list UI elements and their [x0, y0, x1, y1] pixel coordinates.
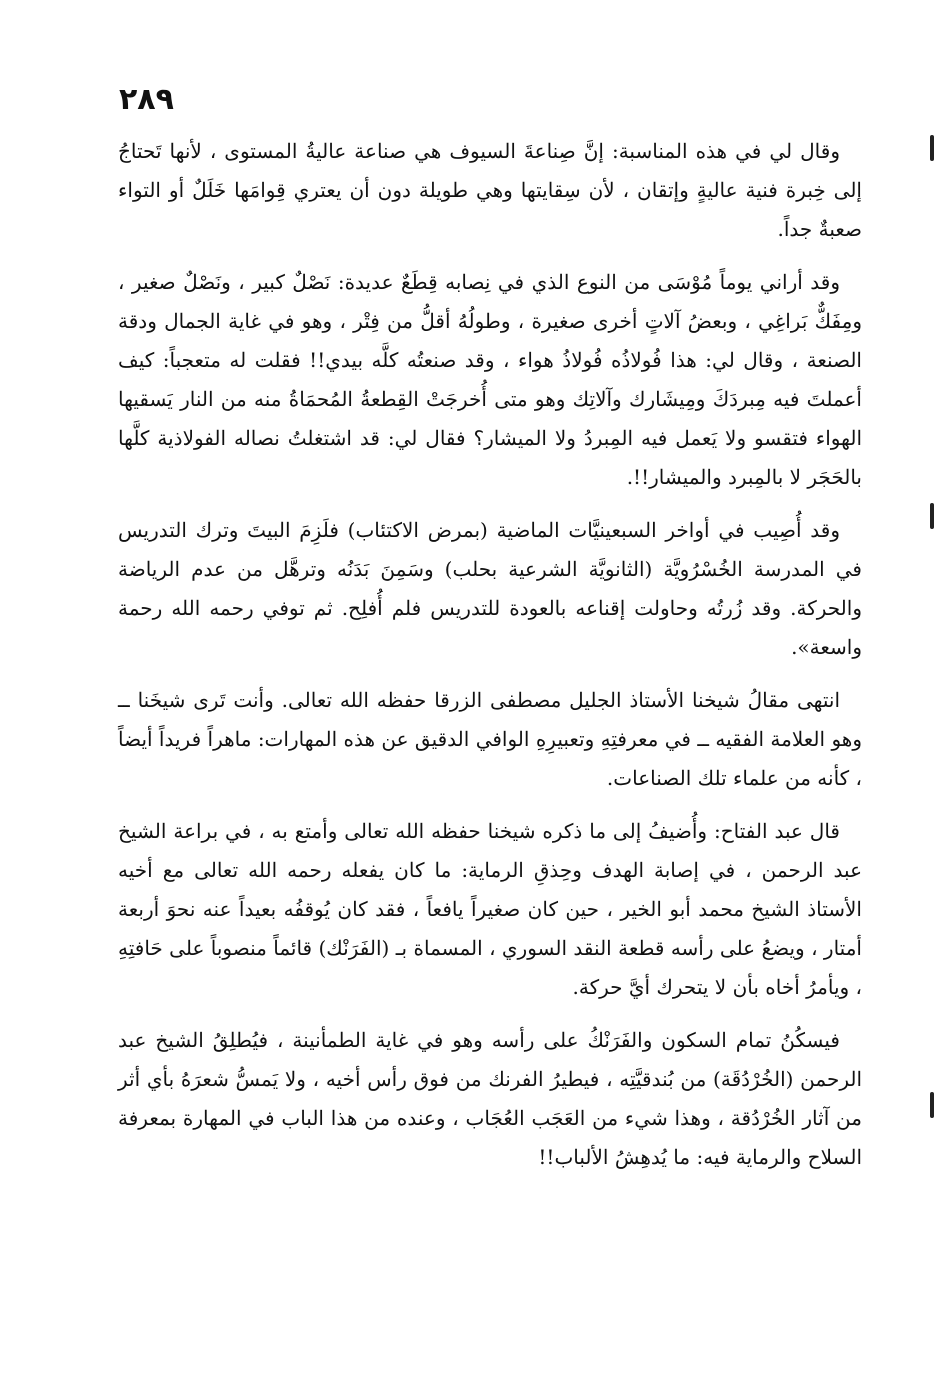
scan-edge-mark	[930, 135, 934, 161]
paragraph-marksmanship: قال عبد الفتاح: وأُضيفُ إلى ما ذكره شيخنا حفظه الله تعالى وأمتع به ، في براعة الشيخ عبد الرحمن ، في إصابة الهدف وحِذقِ الرماية: ما كان يفعله رحمه الله تعالى مع أخيه الأستاذ الشيخ محمد أبو الخير ، حين كان صغيراً يافعاً ، فقد كان يُوقفُه بعيداً عنه نحوَ أربعة أمتار ، ويضعُ على رأسه قطعة النقد السوري ، المسماة بـ (الفَرَنْك) قائماً منصوباً على حَافتِهِ ، ويأمرُ أخاه بأن لا يتحرك أيَّ حركة.	[118, 819, 862, 999]
scan-edge-mark	[930, 1092, 934, 1118]
page-number: ٢٨٩	[119, 82, 174, 117]
paragraph-swords: وقال لي في هذه المناسبة: إنَّ صِناعةَ السيوف هي صناعة عاليةُ المستوى ، لأنها تَحتاجُ إلى خِبرة فنية عاليةٍ وإتقان ، لأن سِقايتها وهي طويلة دون أن يعتري قِوامَها خَلَلٌ أو التواء صعبةٌ جداً.	[118, 139, 862, 241]
paragraph-illness: وقد أُصِيب في أواخر السبعينيَّات الماضية (بمرض الاكتئاب) فلَزِمَ البيتَ وترك التدريس في المدرسة الخُسْرُويَّة (الثانويَّة الشرعية بحلب) وسَمِنَ بَدَنُه وترهَّل من عدم الرياضة والحركة. وقد زُرتُه وحاولت إقناعه بالعودة للتدريس فلم أُفلِح. ثم توفي رحمه الله رحمة واسعة».	[118, 518, 862, 659]
scan-edge-mark	[930, 503, 934, 529]
paragraph-conclusion: انتهى مقالُ شيخنا الأستاذ الجليل مصطفى الزرقا حفظه الله تعالى. وأنت تَرى شيخَنا ــ وهو العلامة الفقيه ــ في معرفتِهِ وتعبيرِهِ الوافي الدقيق عن هذه المهارات: ماهراً فريداً أيضاً ، كأنه من علماء تلك الصناعات.	[118, 688, 862, 790]
paragraph-franc: فيسكُنُ تمام السكون والفَرَنْكُ على رأسه وهو في غاية الطمأنينة ، فيُطلِقُ الشيخ عبد الرحمن (الخُرْدُقَة) من بُندقيَّتِه ، فيطيرُ الفرنك من فوق رأس أخيه ، ولا يَمسُّ شعرَهُ بأي أثر من آثار الخُرْدُقة ، وهذا شيء من العَجَب العُجَاب ، وعنده من هذا الباب في المهارة بمعرفة السلاح والرماية فيه: ما يُدهِشُ الألباب!!	[118, 1028, 862, 1169]
paragraph-knife: وقد أراني يوماً مُوْسَى من النوع الذي في نِصابه قِطَعٌ عديدة: نَصْلٌ كبير ، ونَصْلٌ صغير ، ومِفَكٌّ بَراغِي ، وبعضُ آلاتٍ أخرى صغيرة ، وطولُهُ أقلُّ من فِتْر ، وهو في غاية الجمال ودقة الصنعة ، وقال لي: هذا فُولاذُه فُولاذُ هواء ، وقد صنعتُه كلَّه بيدي!! فقلت له متعجباً: كيف أعملتَ فيه مِبردَكَ ومِيشَارك وآلاتِك وهو متى أُخرجَتْ القِطعةُ المُحمَاةُ منه من النار يَسقيها الهواء فتقسو ولا يَعمل فيه المِبردُ ولا الميشار؟ فقال لي: قد اشتغلتُ نصاله الفولاذية كلَّها بالحَجَر لا بالمِبرد والميشار!!.	[118, 270, 862, 489]
body-text	[118, 132, 862, 1191]
